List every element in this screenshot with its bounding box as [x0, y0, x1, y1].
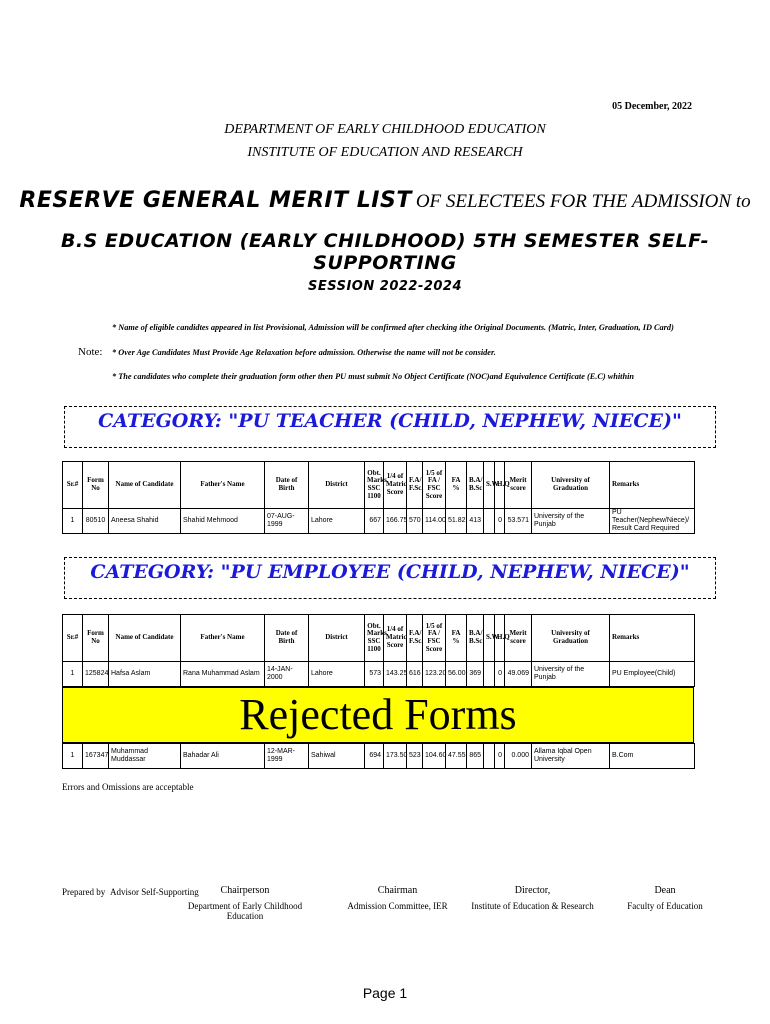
cell-merit: 49.069	[505, 662, 532, 687]
cell-hq: 0	[495, 662, 505, 687]
rejected-table	[62, 743, 695, 769]
cell-remarks: PU Employee(Child)	[610, 662, 695, 687]
prepared-by-label: Prepared by	[62, 887, 106, 897]
cell-university: University of the Punjab	[532, 662, 610, 687]
advisor-label: Advisor Self-Supporting	[110, 887, 199, 897]
category-banner	[64, 406, 716, 448]
cell-remarks: B.Com	[610, 744, 695, 769]
column-header: B.A/ B.Sc	[467, 615, 484, 662]
institute-title: INSTITUTE OF EDUCATION AND RESEARCH	[247, 145, 523, 160]
cell-fa-percent: 47.55	[446, 744, 467, 769]
cell-form-no: 80510	[83, 509, 109, 534]
cell-candidate: Hafsa Aslam	[109, 662, 181, 687]
chairman-title: Chairman	[377, 885, 418, 896]
column-header: University of Graduation	[532, 615, 610, 662]
dean-title: Dean	[654, 885, 676, 896]
column-header: H.Q	[495, 462, 505, 509]
column-header: Obt. Marks SSC 1100	[365, 462, 384, 509]
page-number: Page 1	[362, 985, 408, 1001]
category-title: CATEGORY: "PU EMPLOYEE (CHILD, NEPHEW, NIECE)"	[90, 561, 690, 583]
chairperson-title: Chairperson	[220, 885, 270, 896]
session-title: SESSION 2022-2024	[307, 279, 463, 294]
chairman-organization: Admission Committee, IER	[347, 901, 448, 911]
column-header: Date of Birth	[265, 615, 309, 662]
main-title	[0, 188, 770, 213]
cell-merit: 53.571	[505, 509, 532, 534]
date: 05 December, 2022	[612, 101, 692, 112]
column-header: 1/5 of FA / FSC Score	[423, 615, 446, 662]
cell-sw	[484, 662, 495, 687]
cell-hq: 0	[495, 744, 505, 769]
column-header: Name of Candidate	[109, 615, 181, 662]
cell-university: Allama Iqbal Open University	[532, 744, 610, 769]
cell-fa: 616	[407, 662, 423, 687]
cell-matric-score: 166.75	[384, 509, 407, 534]
cell-ssc-marks: 573	[365, 662, 384, 687]
department-title: DEPARTMENT OF EARLY CHILDHOOD EDUCATION	[224, 122, 546, 137]
cell-sr: 1	[63, 509, 83, 534]
cell-remarks: PU Teacher(Nephew/Niece)/ Result Card Required	[610, 509, 695, 534]
director-title: Director,	[514, 885, 551, 896]
cell-form-no: 167347	[83, 744, 109, 769]
cell-dob: 07-AUG-1999	[265, 509, 309, 534]
column-header: Merit score	[505, 615, 532, 662]
cell-ssc-marks: 694	[365, 744, 384, 769]
title-bold: RESERVE GENERAL MERIT LIST	[19, 188, 412, 213]
cell-matric-score: 143.25	[384, 662, 407, 687]
cell-ba: 369	[467, 662, 484, 687]
column-header: H.Q	[495, 615, 505, 662]
merit-table	[62, 614, 695, 687]
column-header: University of Graduation	[532, 462, 610, 509]
category-title: CATEGORY: "PU TEACHER (CHILD, NEPHEW, NIECE)"	[98, 410, 682, 432]
column-header: Remarks	[610, 462, 695, 509]
table-header-row	[63, 615, 695, 662]
column-header: F.A/ F.Sc.	[407, 462, 423, 509]
column-header: 1/5 of FA / FSC Score	[423, 462, 446, 509]
note-1: * Name of eligible candidtes appeared in list Provisional, Admission will be confirmed after checking ithe Original Documents. (Matric, Inter, Graduation, ID Card)	[112, 323, 674, 332]
cell-fa-percent: 51.82	[446, 509, 467, 534]
cell-hq: 0	[495, 509, 505, 534]
cell-fa-score: 123.20	[423, 662, 446, 687]
director-organization: Institute of Education & Research	[471, 901, 594, 911]
cell-father: Rana Muhammad Aslam	[181, 662, 265, 687]
column-header: District	[309, 462, 365, 509]
column-header: Sr.#	[63, 615, 83, 662]
cell-fa: 570	[407, 509, 423, 534]
column-header: 1/4 of Matric Score	[384, 462, 407, 509]
column-header: Form No	[83, 615, 109, 662]
cell-district: Sahiwal	[309, 744, 365, 769]
cell-ba: 413	[467, 509, 484, 534]
table-header-row	[63, 462, 695, 509]
note-label: Note:	[78, 346, 103, 358]
cell-candidate: Aneesa Shahid	[109, 509, 181, 534]
cell-dob: 14-JAN-2000	[265, 662, 309, 687]
column-header: Father's Name	[181, 615, 265, 662]
cell-sr: 1	[63, 744, 83, 769]
cell-dob: 12-MAR-1999	[265, 744, 309, 769]
rejected-forms-title: Rejected Forms	[239, 690, 517, 739]
note-2: * Over Age Candidates Must Provide Age Relaxation before admission. Otherwise the name will not be consider.	[112, 348, 496, 357]
cell-merit: 0.000	[505, 744, 532, 769]
cell-district: Lahore	[309, 662, 365, 687]
column-header: Father's Name	[181, 462, 265, 509]
column-header: District	[309, 615, 365, 662]
column-header: S.W.	[484, 462, 495, 509]
column-header: Remarks	[610, 615, 695, 662]
chairman-signature	[340, 885, 455, 911]
dean-organization: Faculty of Education	[627, 901, 703, 911]
column-header: Name of Candidate	[109, 462, 181, 509]
cell-fa: 523	[407, 744, 423, 769]
program-title: B.S EDUCATION (EARLY CHILDHOOD) 5TH SEMESTER SELF-SUPPORTING	[60, 230, 710, 274]
column-header: Obt. Marks SSC 1100	[365, 615, 384, 662]
column-header: FA %	[446, 462, 467, 509]
errors-note: Errors and Omissions are acceptable	[62, 782, 194, 792]
column-header: S.W.	[484, 615, 495, 662]
column-header: B.A/ B.Sc	[467, 462, 484, 509]
column-header: 1/4 of Matric Score	[384, 615, 407, 662]
cell-fa-score: 104.60	[423, 744, 446, 769]
cell-fa-score: 114.00	[423, 509, 446, 534]
column-header: Form No	[83, 462, 109, 509]
note-3: * The candidates who complete their graduation form other then PU must submit No Object Certificate (NOC)and Equivalence Certificate (E.C) whithin	[112, 372, 635, 381]
cell-form-no: 125824	[83, 662, 109, 687]
rejected-forms-banner	[62, 687, 694, 743]
cell-father: Shahid Mehmood	[181, 509, 265, 534]
table-row	[63, 509, 695, 534]
table-row	[63, 662, 695, 687]
director-signature	[470, 885, 595, 911]
column-header: Merit score	[505, 462, 532, 509]
cell-father: Bahadar Ali	[181, 744, 265, 769]
column-header: Date of Birth	[265, 462, 309, 509]
chairperson-department: Department of Early Childhood Education	[187, 901, 303, 921]
column-header: F.A/ F.Sc.	[407, 615, 423, 662]
column-header: FA %	[446, 615, 467, 662]
cell-ba: 865	[467, 744, 484, 769]
cell-ssc-marks: 667	[365, 509, 384, 534]
cell-fa-percent: 56.00	[446, 662, 467, 687]
title-rest: OF SELECTEES FOR THE ADMISSION to	[415, 191, 751, 212]
cell-matric-score: 173.50	[384, 744, 407, 769]
cell-candidate: Muhammad Muddassar	[109, 744, 181, 769]
column-header: Sr.#	[63, 462, 83, 509]
cell-sr: 1	[63, 662, 83, 687]
cell-sw	[484, 509, 495, 534]
category-banner	[64, 557, 716, 599]
cell-district: Lahore	[309, 509, 365, 534]
cell-sw	[484, 744, 495, 769]
merit-table	[62, 461, 695, 534]
table-row	[63, 744, 695, 769]
cell-university: University of the Punjab	[532, 509, 610, 534]
dean-signature	[620, 885, 710, 911]
chairperson-signature	[175, 885, 315, 921]
